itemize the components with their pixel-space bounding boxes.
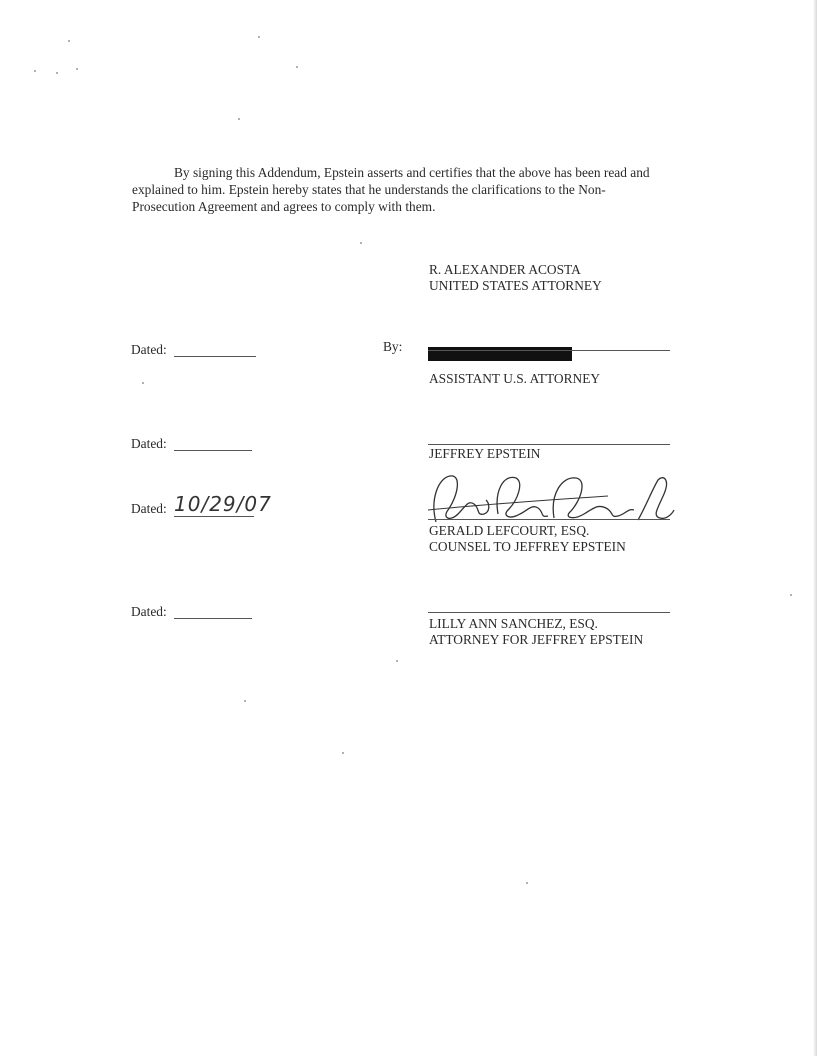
scan-speck (258, 36, 260, 38)
signature-line[interactable] (428, 519, 670, 520)
scan-speck (76, 68, 78, 70)
scan-speck (238, 118, 240, 120)
paragraph-line: explained to him. Epstein hereby states that he understands the clarifications to the Non- (132, 182, 606, 197)
signature-line[interactable] (428, 350, 670, 351)
scan-speck (396, 660, 398, 662)
certification-paragraph (132, 164, 688, 215)
dated-label: Dated: (131, 501, 167, 516)
signer-role: ATTORNEY FOR JEFFREY EPSTEIN (429, 632, 644, 647)
dated-label: Dated: (131, 342, 167, 357)
scan-speck (142, 382, 144, 384)
date-line[interactable] (174, 618, 252, 619)
signer-name: JEFFREY EPSTEIN (429, 446, 541, 461)
signer-name: GERALD LEFCOURT, ESQ. (429, 523, 590, 538)
signature-line[interactable] (428, 444, 670, 445)
scan-speck (790, 594, 792, 596)
date-line[interactable] (174, 516, 254, 517)
scan-speck (526, 882, 528, 884)
handwritten-date: 10/29/07 (174, 492, 272, 516)
signer-title: ASSISTANT U.S. ATTORNEY (429, 371, 601, 386)
scan-speck (34, 70, 36, 72)
dated-label: Dated: (131, 436, 167, 451)
signer-role: COUNSEL TO JEFFREY EPSTEIN (429, 539, 626, 554)
scan-speck (296, 66, 298, 68)
scan-speck (360, 242, 362, 244)
paragraph-line: Prosecution Agreement and agrees to comply with them. (132, 199, 436, 214)
scan-speck (56, 72, 58, 74)
by-label: By: (383, 339, 403, 354)
signature-line[interactable] (428, 612, 670, 613)
signer-name: LILLY ANN SANCHEZ, ESQ. (429, 616, 598, 631)
scan-speck (342, 752, 344, 754)
paragraph-line: By signing this Addendum, Epstein asserts and certifies that the above has been read and (174, 165, 650, 180)
scan-speck (244, 700, 246, 702)
signature-scribble (428, 470, 678, 530)
us-attorney-name: R. ALEXANDER ACOSTA (429, 262, 581, 277)
dated-handwritten (131, 500, 167, 518)
dated-label: Dated: (131, 604, 167, 619)
date-line[interactable] (174, 356, 256, 357)
us-attorney-title: UNITED STATES ATTORNEY (429, 278, 602, 293)
scan-speck (68, 40, 70, 42)
scan-edge (813, 0, 817, 1056)
date-line[interactable] (174, 450, 252, 451)
